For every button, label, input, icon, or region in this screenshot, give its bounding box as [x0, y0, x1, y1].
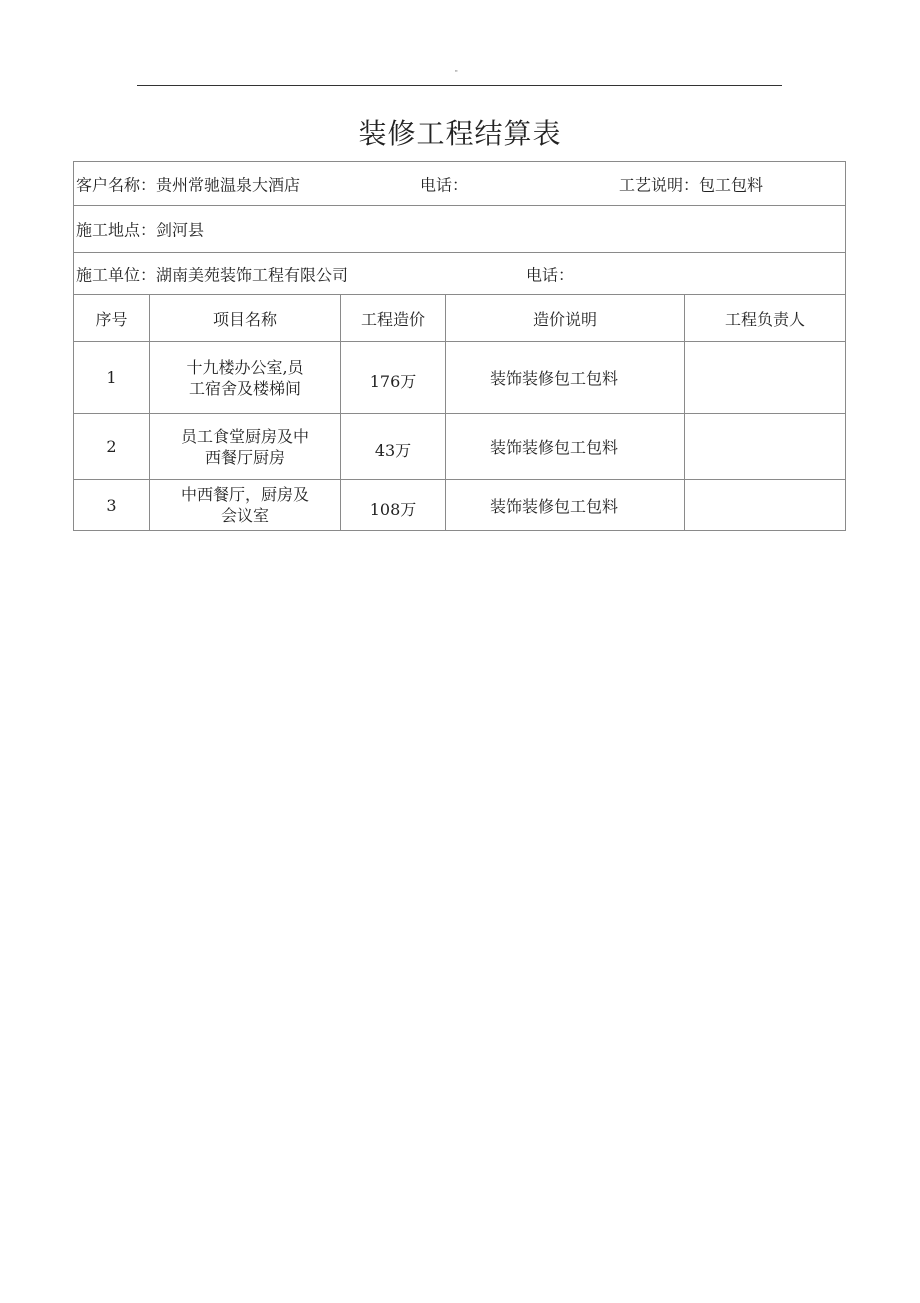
- contractor-label: 施工单位：: [76, 265, 157, 284]
- table-header-row: [74, 295, 846, 342]
- column-header-owner: 工程负责人: [685, 295, 846, 342]
- row-price: 176万: [369, 372, 417, 391]
- customer-label: 客户名称：: [76, 175, 157, 194]
- craft-label: 工艺说明：: [619, 175, 700, 194]
- craft-value: 包工包料: [699, 175, 764, 194]
- site-value: 剑河县: [156, 220, 205, 240]
- row-desc: 装饰装修包工包料: [489, 369, 618, 388]
- row-price-cell: [341, 414, 446, 480]
- document-title: 装修工程结算表: [358, 117, 562, 150]
- customer-value: 贵州常驰温泉大酒店: [156, 175, 301, 194]
- column-header-no: 序号: [74, 295, 150, 342]
- settlement-table: [73, 161, 846, 531]
- row-desc-cell: [446, 480, 685, 531]
- craft-field: [619, 172, 763, 195]
- contractor-field: [76, 262, 348, 285]
- table-row: [74, 480, 846, 531]
- row-desc: 装饰装修包工包料: [489, 438, 618, 457]
- contractor-phone-label: 电话：: [526, 265, 575, 284]
- column-header-name: 项目名称: [150, 295, 341, 342]
- customer-info-row: [74, 162, 846, 206]
- customer-info-cell: [74, 162, 846, 206]
- column-header-price: 工程造价: [341, 295, 446, 342]
- row-price: 108万: [369, 499, 417, 519]
- row-project-name-line2: 工宿舍及楼梯间: [188, 378, 301, 398]
- contractor-info-row: [74, 253, 846, 295]
- row-price-cell: [341, 342, 446, 414]
- header-mark: ": [455, 70, 458, 77]
- row-owner: [685, 414, 846, 480]
- row-project-name-line1: 员工食堂厨房及中: [180, 426, 309, 446]
- row-owner: [685, 342, 846, 414]
- site-info-cell: [74, 206, 846, 253]
- row-no: 2: [74, 414, 150, 480]
- site-info-row: [74, 206, 846, 253]
- site-field: [76, 218, 204, 241]
- row-no: 3: [74, 480, 150, 531]
- contractor-value: 湖南美苑装饰工程有限公司: [156, 265, 349, 284]
- row-project-name-line1: 十九楼办公室,员: [186, 357, 304, 377]
- column-header-desc: 造价说明: [446, 295, 685, 342]
- header-rule: [137, 85, 782, 86]
- row-project-name: [150, 342, 341, 414]
- row-desc: 装饰装修包工包料: [489, 496, 618, 516]
- row-price-cell: [341, 480, 446, 531]
- table-row: [74, 414, 846, 480]
- row-price: 43万: [374, 441, 412, 460]
- contractor-info-cell: [74, 253, 846, 295]
- row-desc-cell: [446, 414, 685, 480]
- phone-label: 电话：: [420, 175, 469, 194]
- row-project-name: [150, 414, 341, 480]
- site-label: 施工地点：: [76, 220, 157, 240]
- row-no: 1: [74, 342, 150, 414]
- row-owner: [685, 480, 846, 531]
- row-desc-cell: [446, 342, 685, 414]
- row-project-name: [150, 480, 341, 531]
- row-project-name-line2: 会议室: [220, 506, 269, 525]
- table-row: [74, 342, 846, 414]
- row-project-name-line1: 中西餐厅，厨房及: [180, 485, 309, 504]
- row-project-name-line2: 西餐厅厨房: [204, 447, 285, 467]
- customer-field: [76, 172, 300, 195]
